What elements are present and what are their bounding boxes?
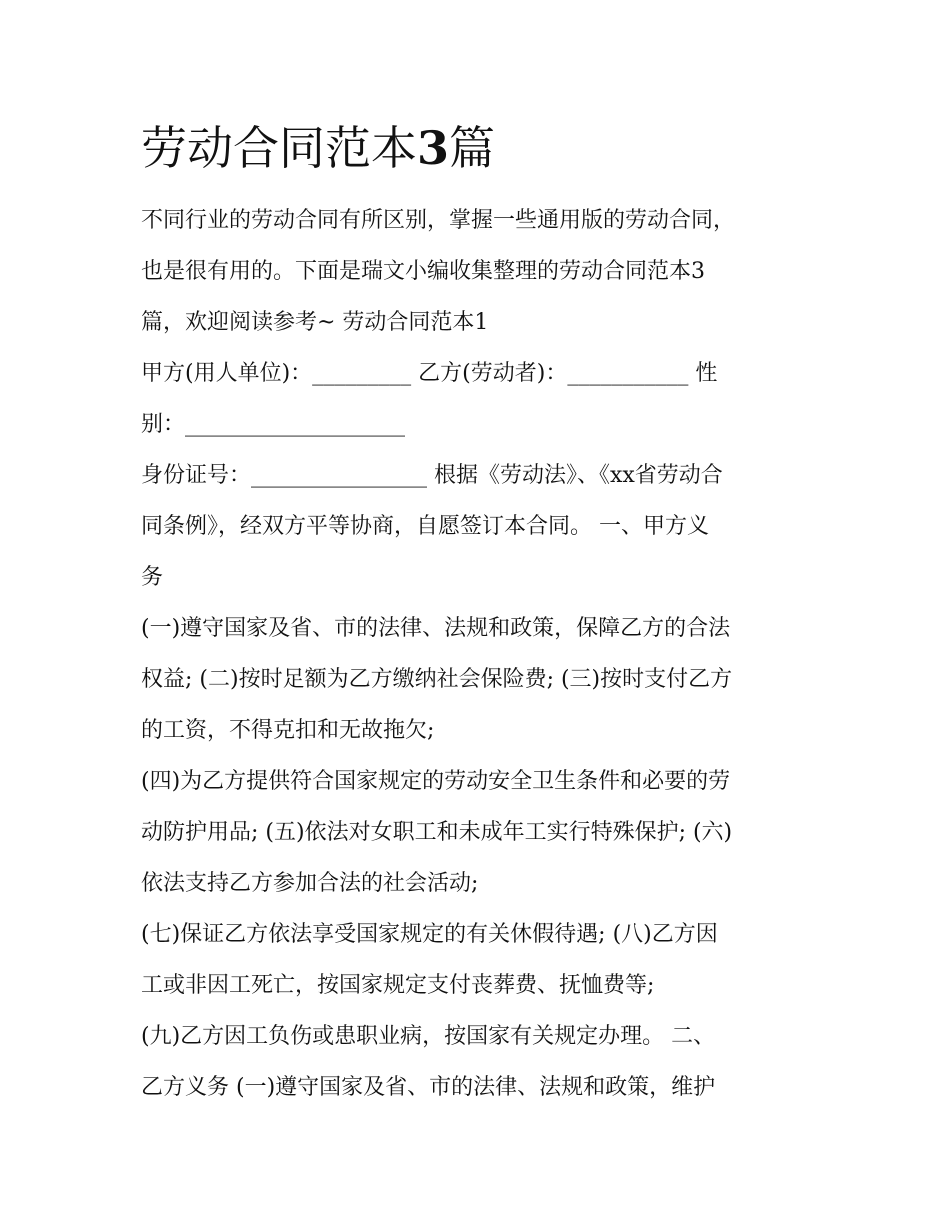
body-line-8: 务 xyxy=(141,565,164,590)
body-line-17: (九)乙方因工负伤或患职业病，按国家有关规定办理。 二、 xyxy=(141,1024,716,1049)
body-line-3: 篇，欢迎阅读参考~ 劳动合同范本1 xyxy=(141,310,489,335)
body-line-12: (四)为乙方提供符合国家规定的劳动安全卫生条件和必要的劳 xyxy=(141,769,731,794)
body-line-9: (一)遵守国家及省、市的法律、法规和政策，保障乙方的合法 xyxy=(141,616,731,641)
body-line-4: 甲方(用人单位)：_________ 乙方(劳动者)：___________ 性 xyxy=(141,361,718,386)
body-line-11: 的工资，不得克扣和无故拖欠; xyxy=(141,718,435,743)
document-title: 劳动合同范本3篇 xyxy=(141,121,496,175)
body-line-18: 乙方义务 (一)遵守国家及省、市的法律、法规和政策，维护 xyxy=(141,1075,716,1100)
body-line-2: 也是很有用的。下面是瑞文小编收集整理的劳动合同范本3 xyxy=(141,259,705,284)
body-line-16: 工或非因工死亡，按国家规定支付丧葬费、抚恤费等; xyxy=(141,973,655,998)
body-line-14: 依法支持乙方参加合法的社会活动; xyxy=(141,871,479,896)
body-line-13: 动防护用品; (五)依法对女职工和未成年工实行特殊保护; (六) xyxy=(141,820,733,845)
body-line-5: 别：____________________ xyxy=(141,412,406,437)
body-line-10: 权益; (二)按时足额为乙方缴纳社会保险费; (三)按时支付乙方 xyxy=(141,667,733,692)
body-line-15: (七)保证乙方依法享受国家规定的有关休假待遇; (八)乙方因 xyxy=(141,922,718,947)
body-line-7: 同条例》，经双方平等协商，自愿签订本合同。 一、甲方义 xyxy=(141,514,709,539)
body-line-6: 身份证号：________________ 根据《劳动法》、《xx省劳动合 xyxy=(141,463,723,488)
body-line-1: 不同行业的劳动合同有所区别，掌握一些通用版的劳动合同， xyxy=(141,208,736,233)
